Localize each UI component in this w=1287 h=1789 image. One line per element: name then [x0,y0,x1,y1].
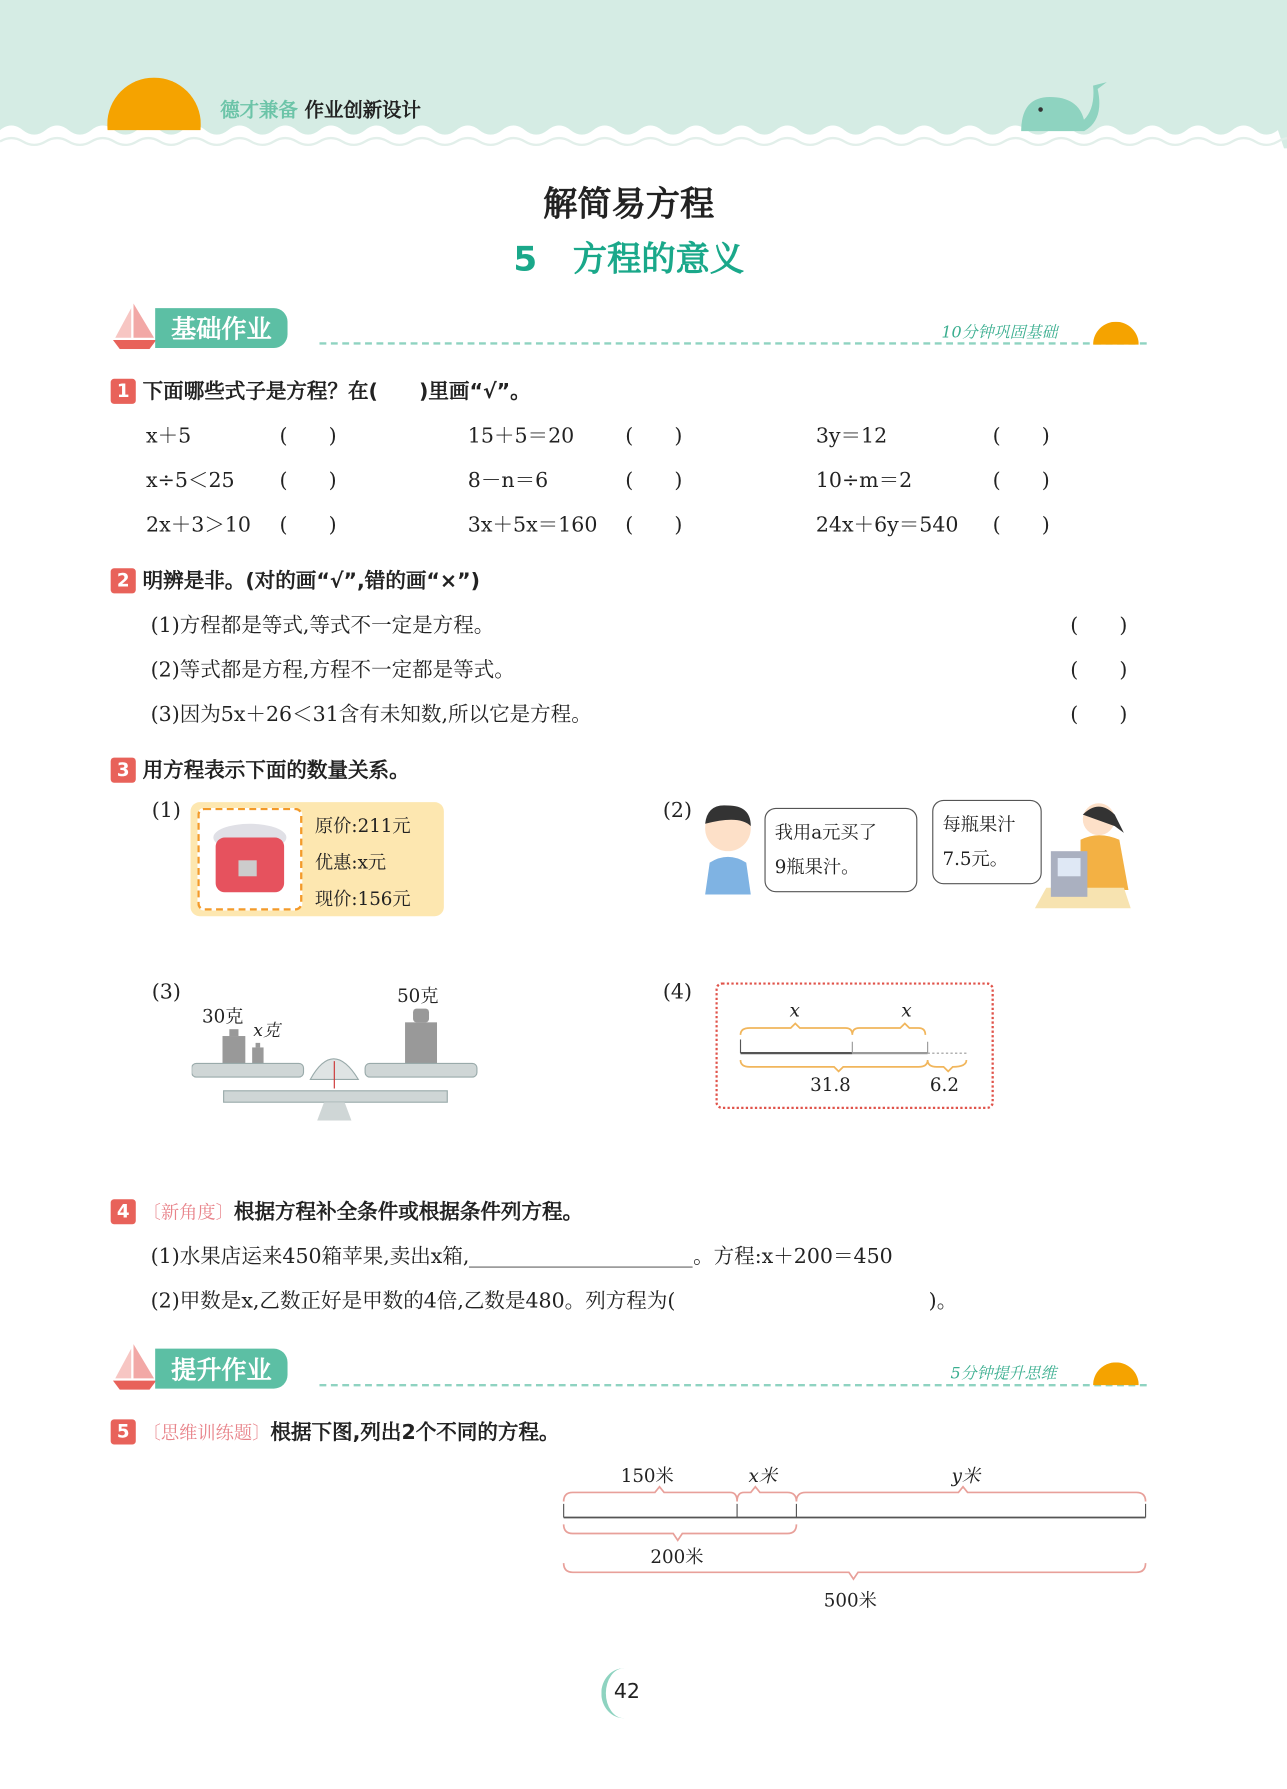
answer-paren[interactable]: ( ) [1070,702,1128,727]
bubble-line: 7.5元。 [942,847,1009,870]
balance-scale-icon [192,1004,480,1123]
question-number-badge: 5 [111,1419,136,1444]
q1-expression: x÷5＜25 [146,468,235,493]
x-weight-label: x克 [253,1020,281,1041]
discount: 优惠:x元 [314,851,387,873]
page-number: 42 [613,1679,640,1704]
section-note-advanced: 5分钟提升思维 [950,1364,1057,1383]
question-text: 用方程表示下面的数量关系。 [142,758,410,783]
q1-expression: 10÷m＝2 [815,468,913,493]
answer-paren[interactable]: ( ) [992,513,1050,538]
answer-paren[interactable]: ( ) [279,424,337,449]
q1-expression: 2x＋3＞10 [146,513,251,538]
bubble-line: 每瓶果汁 [942,813,1016,836]
distance-label: 500米 [823,1589,877,1612]
part-label: (2) [662,798,693,823]
boy-speech-bubble [764,808,917,892]
part-label: (4) [662,980,693,1005]
answer-paren[interactable]: ( ) [1070,658,1128,683]
current-price: 现价:156元 [314,887,411,910]
question-text: 根据方程补全条件或根据条件列方程。 [233,1200,584,1225]
answer-paren[interactable]: ( ) [625,424,683,449]
q4-part-2-close: )。 [928,1289,958,1314]
q2-item: (1)方程都是等式,等式不一定是方程。 [150,613,495,638]
answer-blank[interactable] [469,1245,693,1268]
answer-paren[interactable]: ( ) [992,468,1050,493]
section-title-advanced: 提升作业 [155,1349,287,1389]
q1-expression: x＋5 [146,424,192,449]
brand-black: 作业创新设计 [304,99,421,123]
question-text: 下面哪些式子是方程？在( )里画“√”。 [142,379,531,404]
q1-expression: 24x＋6y＝540 [815,513,959,538]
q2-item: (2)等式都是方程,方程不一定都是等式。 [150,658,515,683]
rice-cooker-icon [209,817,291,899]
question-number-badge: 3 [111,758,136,783]
q1-expression: 3y＝12 [815,424,888,449]
distance-diagram [559,1483,1152,1581]
distance-label: 150米 [620,1465,674,1487]
part-label: (1) [151,798,181,823]
q4-part-2 [151,1285,958,1315]
question-2 [111,565,480,595]
sailboat-icon [111,1342,159,1390]
section-note-basic: 10分钟巩固基础 [941,324,1058,343]
right-weight-label: 50克 [397,984,439,1007]
question-4 [111,1196,583,1226]
answer-paren[interactable]: ( ) [992,424,1050,449]
lesson-title [0,230,1257,280]
question-tag: 〔思维训练题〕 [142,1421,271,1444]
question-text: 根据下图,列出2个不同的方程。 [270,1420,560,1445]
part-label: (3) [151,980,181,1005]
question-tag: 〔新角度〕 [142,1201,234,1224]
segment-bottom-label: 6.2 [929,1073,959,1096]
q4-part-1 [151,1240,893,1270]
answer-paren[interactable]: ( ) [279,513,337,538]
q2-item: (3)因为5x＋26＜31含有未知数,所以它是方程。 [150,702,592,727]
q1-expression: 8－n＝6 [467,468,549,493]
distance-label: x米 [748,1465,778,1487]
q1-expression: 3x＋5x＝160 [467,513,598,538]
unit-title: 解简易方程 [543,184,715,225]
bubble-line: 我用a元买了 [774,821,877,844]
lesson-number: 5 [513,239,538,280]
left-weight-label: 30克 [201,1005,244,1027]
brand-text [220,94,421,123]
boy-icon [698,801,757,895]
girl-speech-bubble [932,800,1042,884]
original-price: 原价:211元 [314,814,411,837]
answer-paren[interactable]: ( ) [625,513,683,538]
question-number-badge: 2 [111,568,136,593]
question-number-badge: 4 [111,1199,136,1224]
answer-paren[interactable]: ( ) [279,468,337,493]
segment-top-label: x [901,999,912,1022]
q4-part-2-text: (2)甲数是x,乙数正好是甲数的4倍,乙数是480。列方程为( [150,1289,676,1314]
distance-label: 200米 [650,1546,704,1568]
cashier-icon [1033,799,1136,913]
section-divider [319,1384,1146,1386]
segment-bottom-label: 31.8 [810,1073,851,1096]
q4-part-1-text: (1)水果店运来450箱苹果,卖出x箱, [150,1244,470,1269]
question-text: 明辨是非。(对的画“√”,错的画“×”) [142,569,481,594]
bubble-line: 9瓶果汁。 [774,855,860,878]
section-title-basic: 基础作业 [155,308,287,348]
price-list [315,808,411,918]
lesson-name: 方程的意义 [572,239,745,280]
sailboat-icon [111,301,159,349]
answer-paren[interactable]: ( ) [1070,613,1128,638]
question-1 [111,375,531,405]
q4-part-1-equation: 。方程:x＋200＝450 [693,1244,893,1269]
question-5 [111,1416,560,1446]
brand-green: 德才兼备 [220,99,298,123]
question-number-badge: 1 [111,379,136,404]
q1-expression: 15＋5＝20 [467,424,575,449]
segment-diagram [736,1021,976,1076]
question-3 [111,754,410,784]
distance-label: y米 [951,1465,981,1487]
segment-top-label: x [789,999,800,1022]
answer-paren[interactable]: ( ) [625,468,683,493]
whale-icon [1015,80,1112,131]
